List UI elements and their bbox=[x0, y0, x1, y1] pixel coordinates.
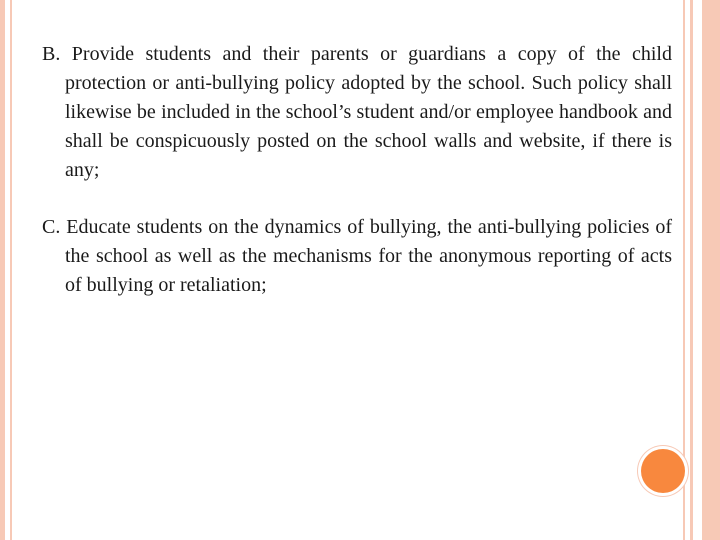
left-border-line bbox=[10, 0, 12, 540]
left-border-stripe bbox=[0, 0, 5, 540]
paragraph-c: C. Educate students on the dynamics of bullying, the anti-bullying policies of the school as well as the mechanisms for the anonymous reporting of acts of bullying or retaliation; bbox=[42, 216, 672, 296]
right-border-stripe bbox=[702, 0, 720, 540]
decorative-circle bbox=[641, 449, 685, 493]
right-border-line-inner bbox=[683, 0, 685, 540]
slide-content bbox=[42, 40, 672, 300]
paragraph-b: B. Provide students and their parents or guardians a copy of the child protection or anti-bullying policy adopted by the school. Such policy shall likewise be included in the school’s student and/or employee handbook and shall be conspicuously posted on the school walls and website, if there is any; bbox=[42, 43, 672, 181]
right-border-line bbox=[690, 0, 693, 540]
